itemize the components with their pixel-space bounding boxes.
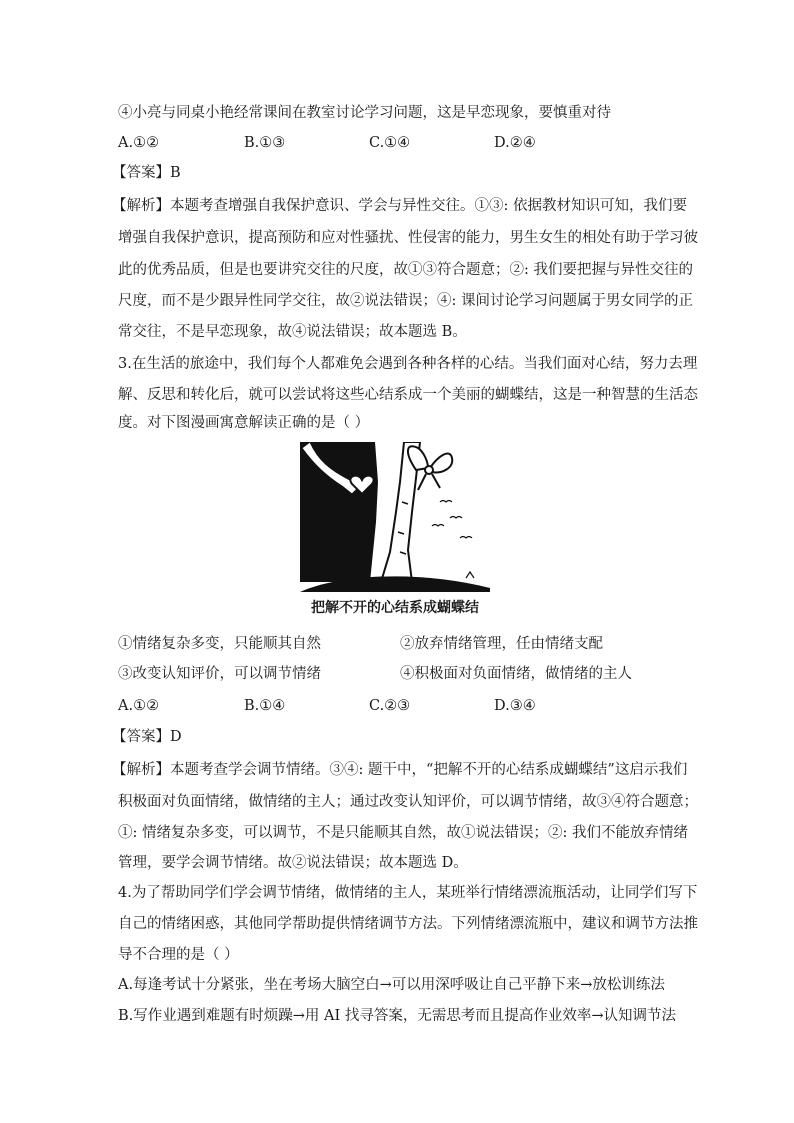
q3-option-a: A.①② (118, 698, 160, 714)
q3-statement-3: ③改变认知评价，可以调节情绪 (118, 666, 321, 682)
q2-analysis-line: 常交往，不是早恋现象，故④说法错误；故本题选 B。 (118, 324, 467, 340)
q3-answer: 【答案】D (112, 729, 182, 745)
q2-statement-4: ④小亮与同桌小艳经常课间在教室讨论学习问题，这是早恋现象，要慎重对待 (118, 105, 611, 121)
q3-statement-2: ②放弃情绪管理，任由情绪支配 (400, 636, 603, 652)
q2-analysis-line: 【解析】本题考查增强自我保护意识、学会与异性交往。①③: 依据教材知识可知，我们要 (112, 198, 687, 214)
q4-option-b: B.写作业遇到难题有时烦躁→用 AI 找寻答案，无需思考而且提高作业效率→认知调节法 (118, 1008, 676, 1024)
q2-analysis-line: 增强自我保护意识，提高预防和应对性骚扰、性侵害的能力，男生女生的相处有助于学习彼 (118, 230, 698, 246)
q3-stem-line: 3.在生活的旅途中，我们每个人都难免会遇到各种各样的心结。当我们面对心结，努力去理 (118, 356, 698, 372)
q2-analysis-line: 尺度，而不是少跟异性同学交往，故②说法错误；④: 课间讨论学习问题属于男女同学的正 (118, 293, 693, 309)
q2-option-c: C.①④ (369, 135, 411, 151)
q3-analysis-line: ①: 情绪复杂多变，可以调节，不是只能顺其自然，故①说法错误；②: 我们不能放弃情绪 (118, 825, 688, 841)
q3-stem-line: 度。对下图漫画寓意解读正确的是（ ） (118, 415, 370, 431)
q3-analysis-line: 【解析】本题考查学会调节情绪。③④: 题干中，“把解不开的心结系成蝴蝶结”这启示我们 (112, 762, 688, 778)
q2-option-d: D.②④ (494, 135, 536, 151)
q3-analysis-line: 管理，要学会调节情绪。故②说法错误；故本题选 D。 (118, 855, 468, 871)
q2-answer: 【答案】B (112, 165, 181, 181)
q4-stem-line: 自己的情绪困惑，其他同学帮助提供情绪调节方法。下列情绪漂流瓶中，建议和调节方法推 (118, 916, 698, 932)
q3-statement-4: ④积极面对负面情绪，做情绪的主人 (400, 666, 632, 682)
q3-option-d: D.③④ (494, 698, 536, 714)
cartoon-caption: 把解不开的心结系成蝴蝶结 (311, 600, 479, 616)
q3-stem-line: 解、反思和转化后，就可以尝试将这些心结系成一个美丽的蝴蝶结，这是一种智慧的生活态 (118, 387, 698, 403)
q4-option-a: A.每逢考试十分紧张，坐在考场大脑空白→可以用深呼吸让自己平静下来→放松训练法 (118, 977, 665, 993)
q4-stem-line: 导不合理的是（ ） (118, 947, 239, 963)
q2-option-a: A.①② (118, 135, 160, 151)
q2-option-b: B.①③ (244, 135, 286, 151)
q3-statement-1: ①情绪复杂多变，只能顺其自然 (118, 636, 321, 652)
tree-bowknot-drawing (300, 442, 490, 592)
cartoon-illustration (300, 442, 490, 592)
q2-analysis-line: 此的优秀品质，但是也要讲究交往的尺度，故①③符合题意；②: 我们要把握与异性交往的 (118, 262, 693, 278)
q3-analysis-line: 积极面对负面情绪，做情绪的主人；通过改变认知评价，可以调节情绪，故③④符合题意； (118, 794, 698, 810)
q3-option-b: B.①④ (244, 698, 286, 714)
q4-stem-line: 4.为了帮助同学们学会调节情绪，做情绪的主人，某班举行情绪漂流瓶活动，让同学们写下 (118, 885, 698, 901)
q3-option-c: C.②③ (369, 698, 411, 714)
